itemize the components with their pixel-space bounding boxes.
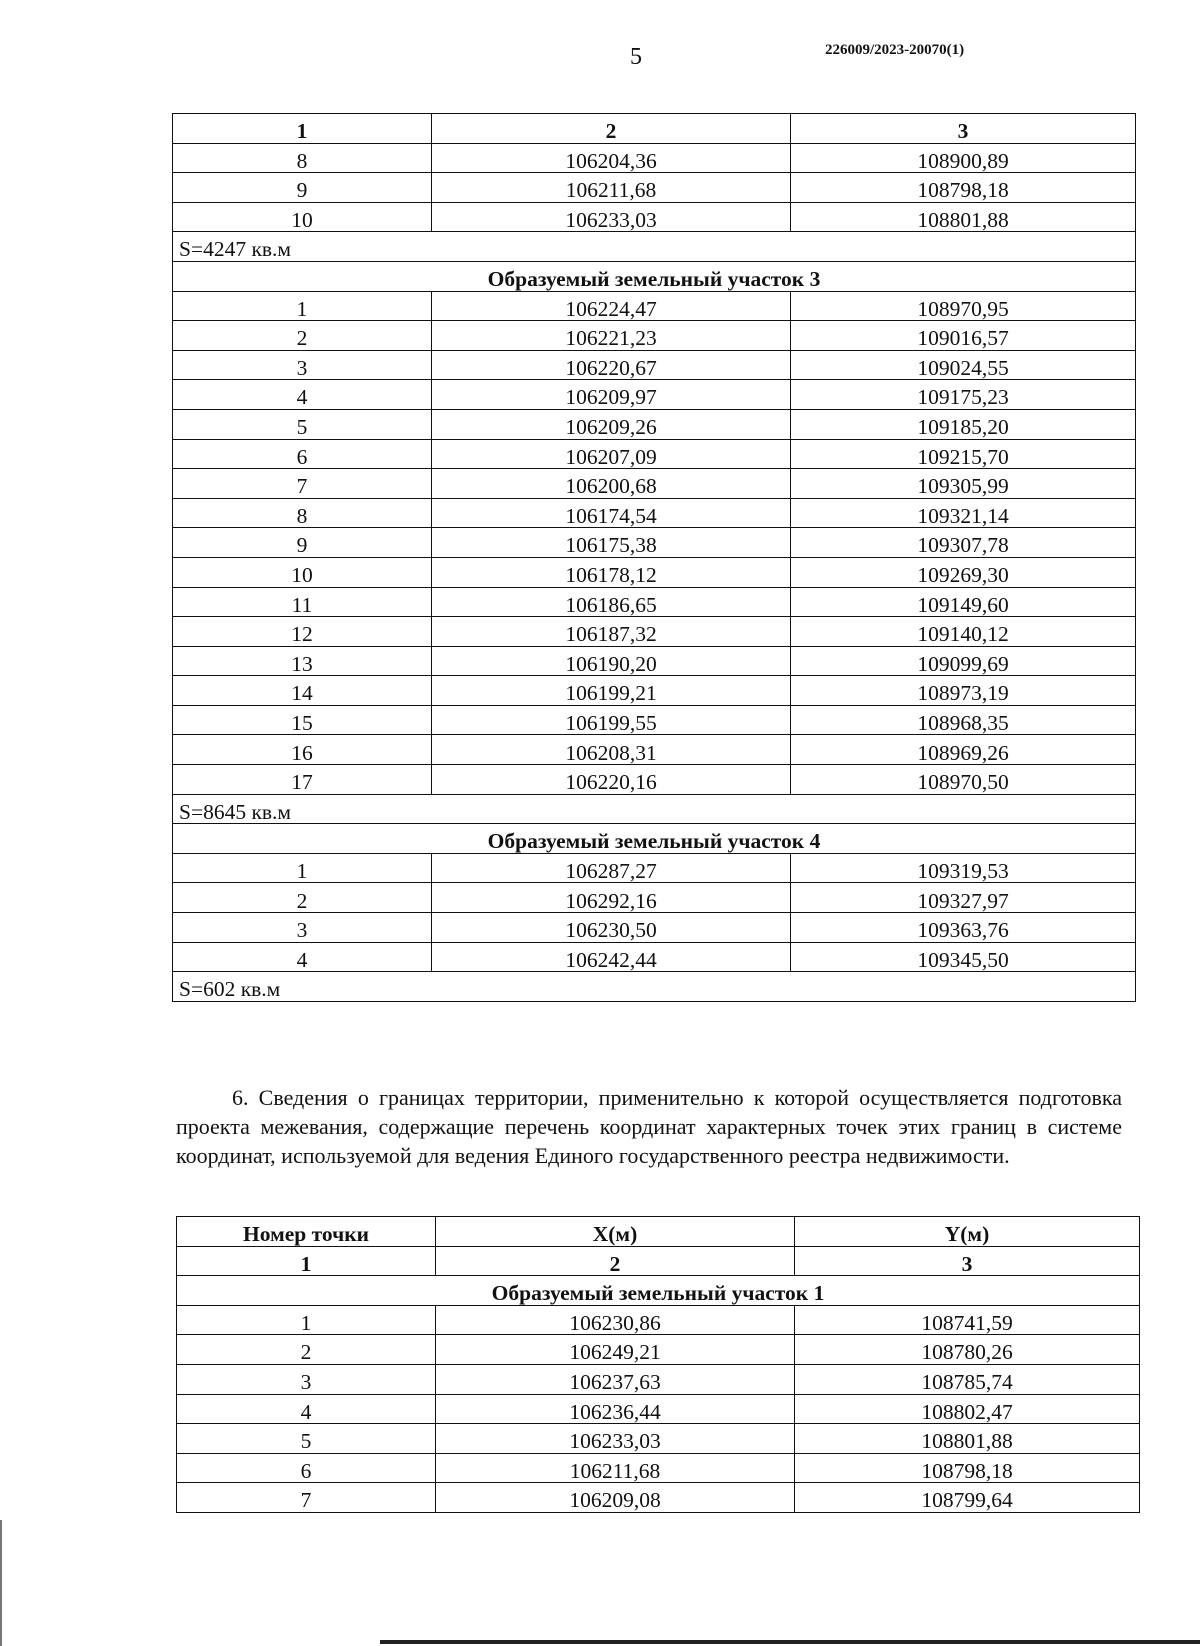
y-coordinate-cell: Y(м) — [795, 1217, 1140, 1247]
x-coordinate-cell: 106204,36 — [432, 143, 791, 173]
y-coordinate-cell: 108785,74 — [795, 1364, 1140, 1394]
table-row — [173, 380, 1136, 410]
x-coordinate-cell: 106174,54 — [432, 498, 791, 528]
point-number-cell: 9 — [173, 173, 432, 203]
point-number-cell: 2 — [177, 1335, 436, 1365]
x-coordinate-cell: 106249,21 — [436, 1335, 795, 1365]
x-coordinate-cell: 106287,27 — [432, 853, 791, 883]
section-title-row — [177, 1276, 1140, 1306]
point-number-cell: 16 — [173, 735, 432, 765]
y-coordinate-cell: 109099,69 — [791, 646, 1136, 676]
table-row — [173, 913, 1136, 943]
table-row — [177, 1335, 1140, 1365]
y-coordinate-cell: 108799,64 — [795, 1483, 1140, 1513]
x-coordinate-cell: 106199,55 — [432, 705, 791, 735]
x-coordinate-cell: 106207,09 — [432, 439, 791, 469]
y-coordinate-cell: 109363,76 — [791, 913, 1136, 943]
point-number-cell: 3 — [177, 1364, 436, 1394]
table-row — [177, 1364, 1140, 1394]
x-coordinate-cell: 106230,50 — [432, 913, 791, 943]
x-coordinate-cell: 106224,47 — [432, 291, 791, 321]
point-number-cell: 7 — [177, 1483, 436, 1513]
x-coordinate-cell: 106187,32 — [432, 617, 791, 647]
parcel-area: S=8645 кв.м — [173, 794, 1136, 824]
x-coordinate-cell: 106230,86 — [436, 1305, 795, 1335]
point-number-cell: 6 — [177, 1453, 436, 1483]
x-coordinate-cell: 106233,03 — [432, 202, 791, 232]
y-coordinate-cell: 109321,14 — [791, 498, 1136, 528]
y-coordinate-cell: 109327,97 — [791, 883, 1136, 913]
table-row — [173, 409, 1136, 439]
y-coordinate-cell: 108968,35 — [791, 705, 1136, 735]
y-coordinate-cell: 108970,95 — [791, 291, 1136, 321]
table-row — [173, 350, 1136, 380]
point-number-cell: 11 — [173, 587, 432, 617]
parcel-title: Образуемый земельный участок 1 — [177, 1276, 1140, 1306]
y-coordinate-cell: 108798,18 — [795, 1453, 1140, 1483]
point-number-cell: 1 — [177, 1305, 436, 1335]
footer-rule — [380, 1640, 1200, 1644]
table-header-row — [177, 1217, 1140, 1247]
point-number-cell: 5 — [177, 1424, 436, 1454]
y-coordinate-cell: 109024,55 — [791, 350, 1136, 380]
y-coordinate-cell: 109149,60 — [791, 587, 1136, 617]
x-coordinate-cell: 106209,08 — [436, 1483, 795, 1513]
point-number-cell: 14 — [173, 676, 432, 706]
table-row — [173, 557, 1136, 587]
y-coordinate-cell: 108973,19 — [791, 676, 1136, 706]
y-coordinate-cell: 109305,99 — [791, 469, 1136, 499]
table-row — [173, 173, 1136, 203]
scan-margin-line — [0, 1520, 2, 1646]
page-number: 5 — [630, 44, 642, 70]
area-row — [173, 794, 1136, 824]
y-coordinate-cell: 109185,20 — [791, 409, 1136, 439]
point-number-cell: 8 — [173, 498, 432, 528]
point-number-cell: 2 — [173, 883, 432, 913]
x-coordinate-cell: 106209,97 — [432, 380, 791, 410]
x-coordinate-cell: 106242,44 — [432, 942, 791, 972]
y-coordinate-cell: 108970,50 — [791, 765, 1136, 795]
x-coordinate-cell: 106220,67 — [432, 350, 791, 380]
table-row — [173, 646, 1136, 676]
y-coordinate-cell: 3 — [791, 114, 1136, 144]
x-coordinate-cell: 106199,21 — [432, 676, 791, 706]
section-6-paragraph: 6. Сведения о границах территории, применительно к которой осуществляется подготовка проекта межевания, содержащие перечень координат характерных точек этих границ в системе координат, используемой для ведения Единого государственного реестра недвижимости. — [176, 1085, 1122, 1168]
table-row — [173, 202, 1136, 232]
point-number-cell: 17 — [173, 765, 432, 795]
table-row — [173, 587, 1136, 617]
section-title-row — [173, 824, 1136, 854]
table-row — [173, 321, 1136, 351]
y-coordinate-cell: 108741,59 — [795, 1305, 1140, 1335]
table-header-row — [177, 1246, 1140, 1276]
x-coordinate-cell: 106190,20 — [432, 646, 791, 676]
point-number-cell: 2 — [173, 321, 432, 351]
point-number-cell: 1 — [173, 114, 432, 144]
y-coordinate-cell: 3 — [795, 1246, 1140, 1276]
parcel-title: Образуемый земельный участок 3 — [173, 261, 1136, 291]
parcel-area: S=4247 кв.м — [173, 232, 1136, 262]
x-coordinate-cell: 106292,16 — [432, 883, 791, 913]
point-number-cell: 4 — [173, 380, 432, 410]
table-row — [173, 469, 1136, 499]
point-number-cell: Номер точки — [177, 1217, 436, 1247]
point-number-cell: 10 — [173, 557, 432, 587]
x-coordinate-cell: 106175,38 — [432, 528, 791, 558]
point-number-cell: 1 — [177, 1246, 436, 1276]
x-coordinate-cell: 106211,68 — [432, 173, 791, 203]
point-number-cell: 7 — [173, 469, 432, 499]
table-row — [173, 291, 1136, 321]
y-coordinate-cell: 109307,78 — [791, 528, 1136, 558]
point-number-cell: 8 — [173, 143, 432, 173]
y-coordinate-cell: 108780,26 — [795, 1335, 1140, 1365]
table-row — [173, 676, 1136, 706]
x-coordinate-cell: 106209,26 — [432, 409, 791, 439]
x-coordinate-cell: 2 — [432, 114, 791, 144]
x-coordinate-cell: 106211,68 — [436, 1453, 795, 1483]
point-number-cell: 13 — [173, 646, 432, 676]
boundary-coordinates-table — [176, 1216, 1140, 1513]
x-coordinate-cell: X(м) — [436, 1217, 795, 1247]
table-row — [173, 528, 1136, 558]
table-row — [173, 765, 1136, 795]
y-coordinate-cell: 109319,53 — [791, 853, 1136, 883]
table-row — [177, 1483, 1140, 1513]
point-number-cell: 1 — [173, 291, 432, 321]
area-row — [173, 232, 1136, 262]
point-number-cell: 12 — [173, 617, 432, 647]
section-title-row — [173, 261, 1136, 291]
x-coordinate-cell: 106236,44 — [436, 1394, 795, 1424]
y-coordinate-cell: 108801,88 — [795, 1424, 1140, 1454]
y-coordinate-cell: 109140,12 — [791, 617, 1136, 647]
table-row — [177, 1453, 1140, 1483]
table-row — [173, 942, 1136, 972]
x-coordinate-cell: 106220,16 — [432, 765, 791, 795]
point-number-cell: 3 — [173, 350, 432, 380]
table-row — [173, 705, 1136, 735]
point-number-cell: 4 — [173, 942, 432, 972]
y-coordinate-cell: 109269,30 — [791, 557, 1136, 587]
table-row — [173, 853, 1136, 883]
table-row — [173, 439, 1136, 469]
area-row — [173, 972, 1136, 1002]
parcel-title: Образуемый земельный участок 4 — [173, 824, 1136, 854]
x-coordinate-cell: 106237,63 — [436, 1364, 795, 1394]
table-row — [173, 735, 1136, 765]
y-coordinate-cell: 108798,18 — [791, 173, 1136, 203]
point-number-cell: 10 — [173, 202, 432, 232]
table-row — [173, 498, 1136, 528]
point-number-cell: 3 — [173, 913, 432, 943]
x-coordinate-cell: 106178,12 — [432, 557, 791, 587]
x-coordinate-cell: 106233,03 — [436, 1424, 795, 1454]
x-coordinate-cell: 106208,31 — [432, 735, 791, 765]
point-number-cell: 5 — [173, 409, 432, 439]
x-coordinate-cell: 106221,23 — [432, 321, 791, 351]
y-coordinate-cell: 108969,26 — [791, 735, 1136, 765]
table-row — [177, 1394, 1140, 1424]
point-number-cell: 1 — [173, 853, 432, 883]
table-row — [177, 1305, 1140, 1335]
x-coordinate-cell: 106186,65 — [432, 587, 791, 617]
x-coordinate-cell: 2 — [436, 1246, 795, 1276]
table-row — [173, 143, 1136, 173]
y-coordinate-cell: 108801,88 — [791, 202, 1136, 232]
document-number: 226009/2023-20070(1) — [825, 42, 965, 58]
table-row — [173, 617, 1136, 647]
y-coordinate-cell: 109016,57 — [791, 321, 1136, 351]
y-coordinate-cell: 108802,47 — [795, 1394, 1140, 1424]
y-coordinate-cell: 109345,50 — [791, 942, 1136, 972]
coordinates-table-continued — [172, 113, 1136, 1002]
table-row — [173, 883, 1136, 913]
point-number-cell: 9 — [173, 528, 432, 558]
x-coordinate-cell: 106200,68 — [432, 469, 791, 499]
table-row — [177, 1424, 1140, 1454]
y-coordinate-cell: 108900,89 — [791, 143, 1136, 173]
y-coordinate-cell: 109215,70 — [791, 439, 1136, 469]
point-number-cell: 4 — [177, 1394, 436, 1424]
parcel-area: S=602 кв.м — [173, 972, 1136, 1002]
y-coordinate-cell: 109175,23 — [791, 380, 1136, 410]
point-number-cell: 6 — [173, 439, 432, 469]
point-number-cell: 15 — [173, 705, 432, 735]
table-header-row — [173, 114, 1136, 144]
